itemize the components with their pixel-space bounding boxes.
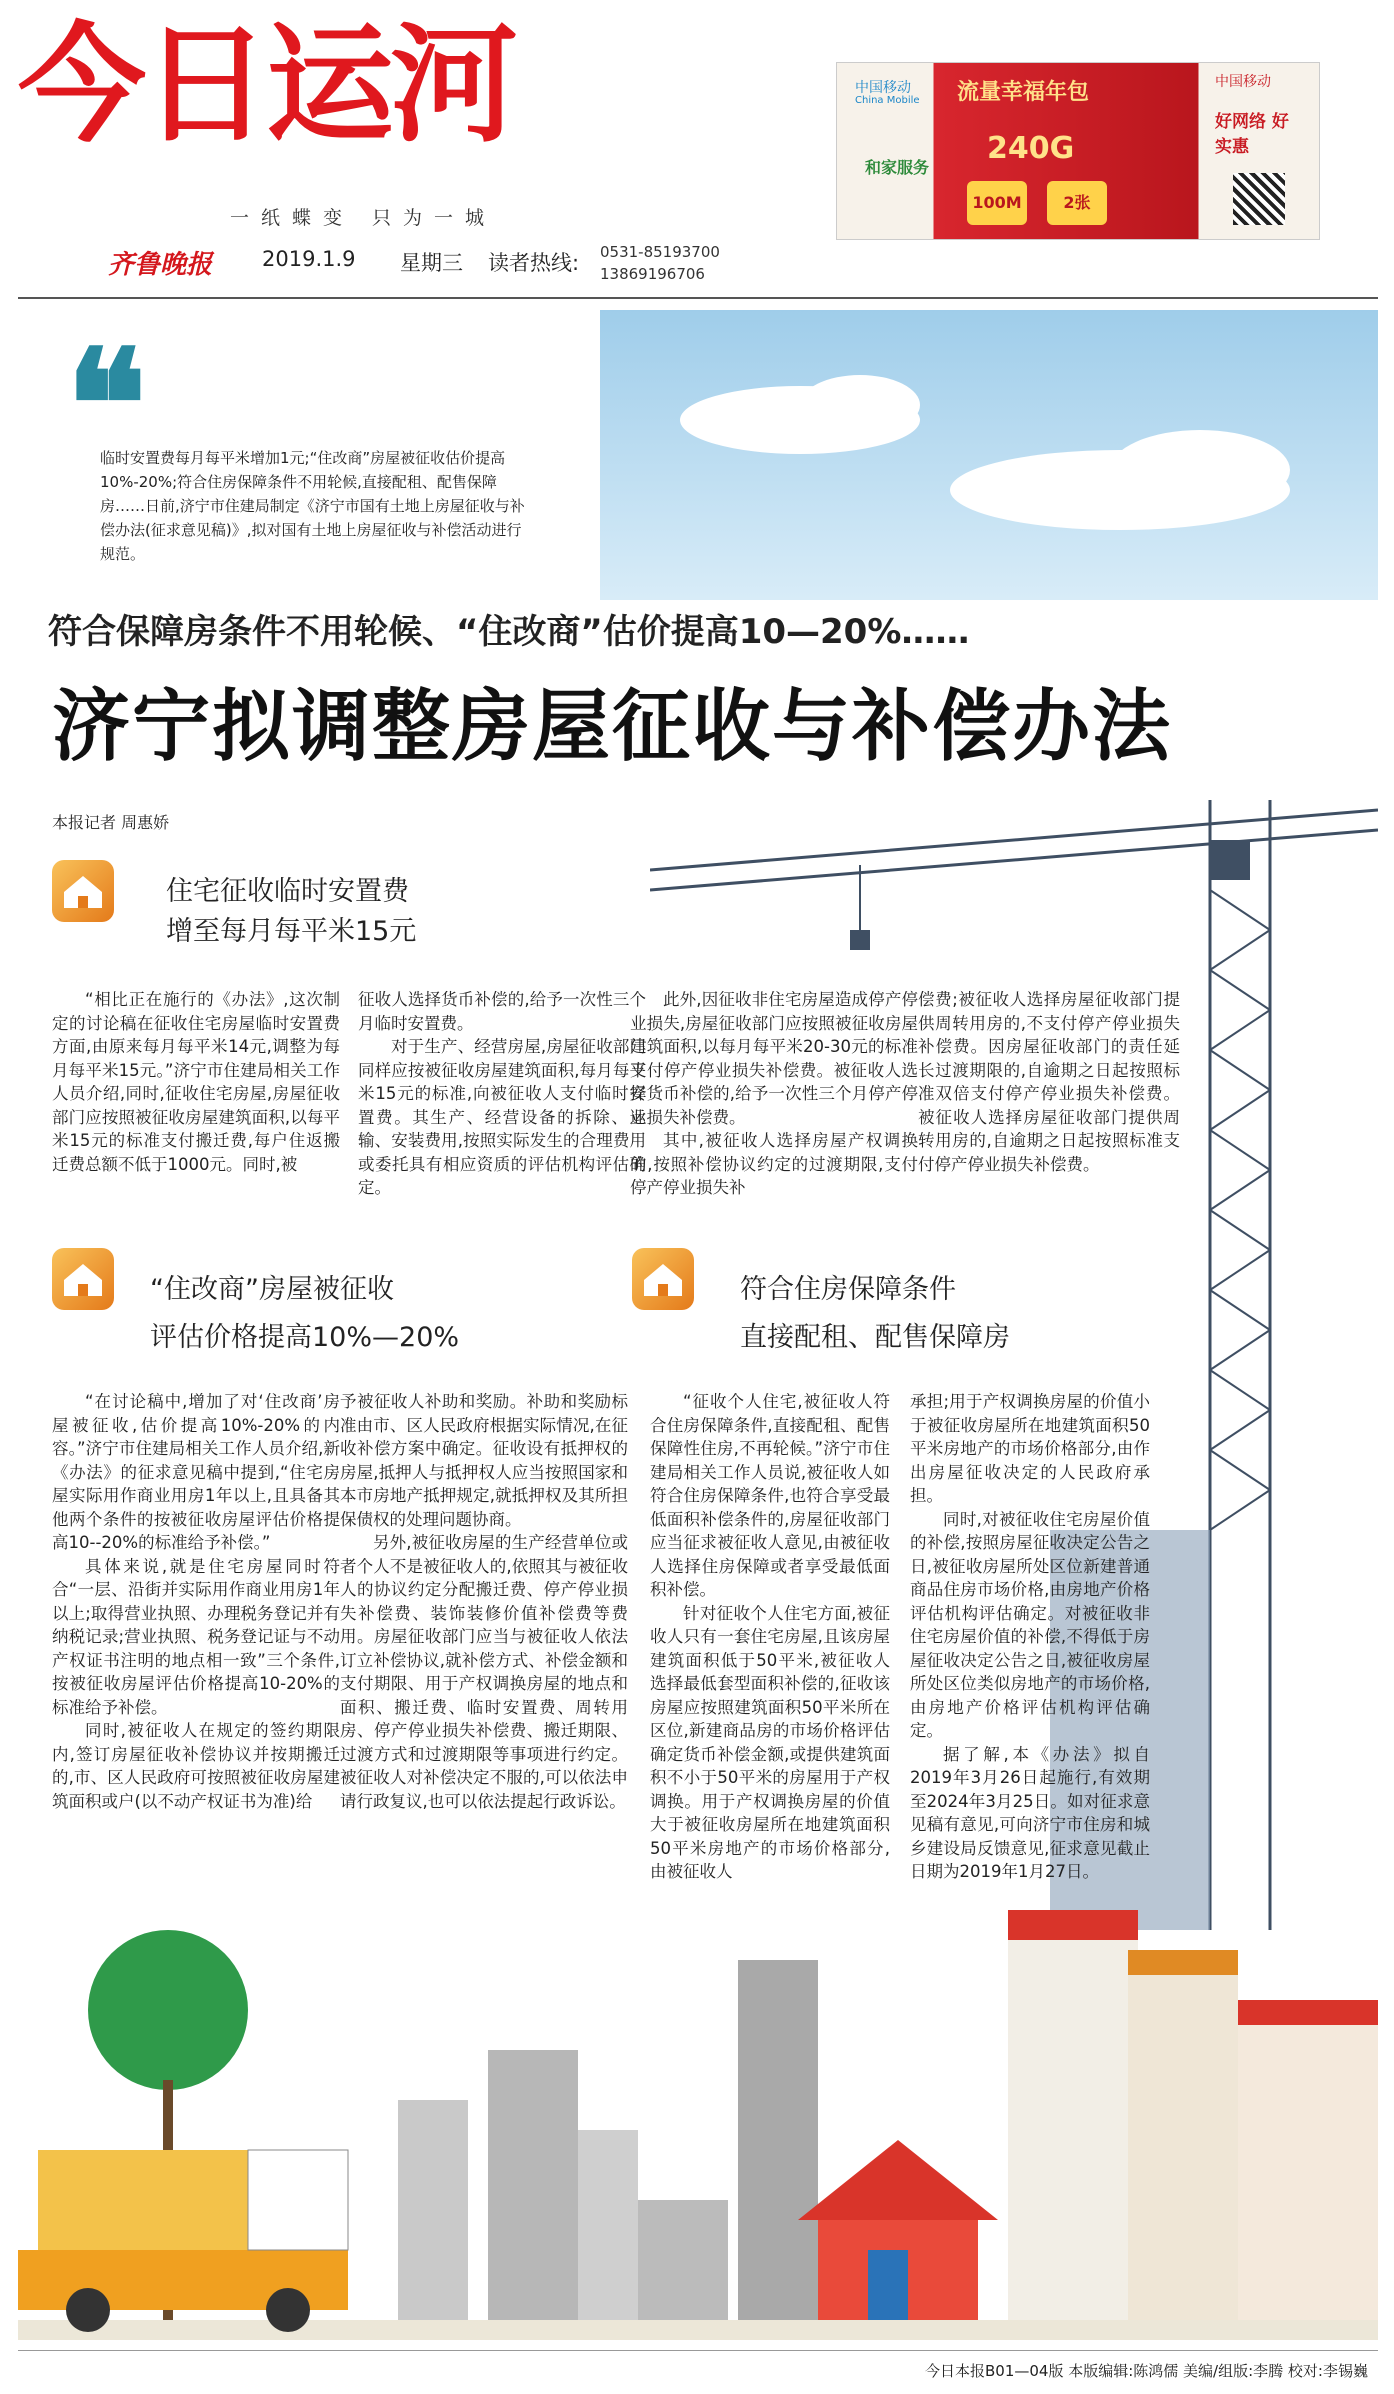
house-icon [52, 1248, 114, 1310]
ad-brand-right: 中国移动 [1215, 74, 1271, 90]
sky-illustration [600, 310, 1378, 600]
china-mobile-ad[interactable] [836, 62, 1320, 240]
ad-tag-cards: 2张 [1047, 181, 1107, 225]
section-1-title-line1: 住宅征收临时安置费 [166, 876, 409, 907]
ad-tag-speed: 100M [967, 181, 1027, 225]
paragraph: 同时,对被征收住宅房屋价值的补偿,按照房屋征收决定公告之日,被征收房屋所处区位新建普通商品住房市场价格,由房地产价格评估机构评估确定。对被征收非住宅房屋价值的补偿,不得低于房屋征收决定公告之日,被征收房屋所处区位类似房地产的市场价格,由房地产价格评估机构评估确定。 [910, 1509, 1150, 1740]
paragraph: 偿费;被征收人选择房屋征收部门提供周转用房的,不支付停产停业损失补偿费。因房屋征收部门的责任延长过渡期限的,自逾期之日起按照标准双倍支付停产停业损失补偿费。被征收人选择房屋征收部门提供周转用房的,自逾期之日起按照标准支付停产停业损失补偿费。 [918, 990, 1180, 1174]
qr-code-icon [1233, 173, 1285, 225]
paragraph: 同时,被征收人在规定的签约期限内,签订房屋征收补偿协议并按期搬迁的,市、区人民政府可按照被征收房屋建筑面积或户(以不动产权证书为准)给 [52, 1721, 340, 1811]
section-2-column-2 [340, 1390, 628, 1813]
section-3-title-line2: 直接配租、配售保障房 [740, 1322, 1010, 1353]
ad-offer: 240G [987, 131, 1075, 166]
paragraph: 征收人选择货币补偿的,给予一次性三个月临时安置费。 [358, 990, 646, 1033]
house-icon [52, 860, 114, 922]
ad-slogan: 好网络 好实惠 [1215, 112, 1289, 157]
main-headline: 济宁拟调整房屋征收与补偿办法 [52, 682, 1173, 772]
section-1-column-1 [52, 988, 340, 1176]
hotline-number-2: 13869196706 [600, 265, 705, 283]
section-2-title-line2: 评估价格提高10%—20% [150, 1322, 460, 1353]
masthead-slogan: 一纸蝶变 只为一城 [230, 207, 497, 229]
quote-mark-icon: ❝ [66, 317, 147, 493]
paragraph: 予被征收人补助和奖励。补助和奖励标准由市、区人民政府根据实际情况,在征收补偿方案中确定。征收设有抵押权的房屋,抵押人与抵押权人应当按照国家和本市房地产抵押规定,就抵押权及其所担保债权的处理问题协商。 [340, 1392, 628, 1529]
page-footer: 今日本报B01—04版 本版编辑:陈鸿儒 美编/组版:李腾 校对:李锡巍 [925, 2362, 1368, 2380]
paragraph: 承担;用于产权调换房屋的价值小于被征收房屋所在地建筑面积50平米房地产的市场价格部分,由作出房屋征收决定的人民政府承担。 [910, 1392, 1150, 1505]
section-1-column-3 [630, 988, 918, 1200]
footer-divider [18, 2350, 1378, 2351]
ad-service: 和家服务 [865, 158, 930, 177]
section-2-column-1 [52, 1390, 340, 1813]
paragraph: 针对征收个人住宅方面,被征收人只有一套住宅房屋,且该房屋建筑面积低于50平米,被征收人选择最低套型面积补偿的,征收该房屋应按照建筑面积50平米所在区位,新建商品房的市场价格评估确定货币补偿金额,或提供建筑面积不小于50平米的房屋用于产权调换。用于产权调换房屋的价值大于被征收房屋所在地建筑面积50平米房地产的市场价格部分,由被征收人 [650, 1603, 890, 1881]
section-3-column-2 [910, 1390, 1150, 1884]
issue-weekday: 星期三 [400, 251, 463, 275]
hotline-number-1: 0531-85193700 [600, 243, 720, 261]
hotline-label: 读者热线: [488, 251, 580, 275]
house-icon [632, 1248, 694, 1310]
kicker-headline: 符合保障房条件不用轮候、“住改商”估价提高10—20%…… [48, 612, 970, 652]
paragraph: 另外,被征收房屋的生产经营单位或者个人不是被征收人的,依照其与被征收人的协议约定分配搬迁费、停产停业损失补偿费、装饰装修价值补偿费等费用。房屋征收部门应当与被征收人依法订立补偿协议,就补偿方式、补偿金额和支付期限、用于产权调换房屋的地点和面积、搬迁费、临时安置费、周转用房、停产停业损失补偿费、搬迁期限、过渡方式和过渡期限等事项进行约定。被征收人对补偿决定不服的,可以依法申请行政复议,也可以依法提起行政诉讼。 [340, 1533, 628, 1811]
paragraph: “相比正在施行的《办法》,这次制定的讨论稿在征收住宅房屋临时安置费方面,由原来每月每平米14元,调整为每月每平米15元。”济宁市住建局相关工作人员介绍,同时,征收住宅房屋,房屋征收部门应按照被征收房屋建筑面积,以每平米15元的标准支付搬迁费,每户住返搬迁费总额不低于1000元。同时,被 [52, 990, 340, 1174]
issue-date: 2019.1.9 [262, 247, 356, 271]
city-illustration [18, 1900, 1378, 2340]
masthead-title: 今日运河 [18, 11, 515, 160]
masthead-divider [18, 297, 1378, 299]
section-3-column-1 [650, 1390, 890, 1884]
paragraph: 具体来说,就是住宅房屋同时符合“一层、沿街并实际用作商业用房1年以上;取得营业执照、办理税务登记并有纳税记录;营业执照、税务登记证与不动产权证书注明的地点相一致”三个条件,按被征收房屋评估价格提高10-20%的标准给予补偿。 [52, 1556, 340, 1717]
paragraph: 此外,因征收非住宅房屋造成停产停业损失,房屋征收部门应按照被征收房屋建筑面积,以每月每平米20-30元的标准支付停产停业损失补偿费。被征收人选择货币补偿的,给予一次性三个月停产停业损失补偿费。 [630, 990, 918, 1127]
lead-paragraph: 临时安置费每月每平米增加1元;“住改商”房屋被征收估价提高10%-20%;符合住房保障条件不用轮候,直接配租、配售保障房……日前,济宁市住建局制定《济宁市国有土地上房屋征收与补偿办法(征求意见稿)》,拟对国有土地上房屋征收与补偿活动进行规范。 [100, 449, 525, 563]
section-1-title-line2: 增至每月每平米15元 [166, 916, 417, 947]
paper-name-logo: 齐鲁晚报 [108, 250, 213, 280]
section-1-column-2 [358, 988, 646, 1200]
paragraph: 对于生产、经营房屋,房屋征收部门同样应按被征收房屋建筑面积,每月每平米15元的标准,向被征收人支付临时安置费。其生产、经营设备的拆除、运输、安装费用,按照实际发生的合理费用或委托具有相应资质的评估机构评估确定。 [358, 1037, 646, 1197]
ad-headline: 流量幸福年包 [957, 80, 1090, 105]
paragraph: “征收个人住宅,被征收人符合住房保障条件,直接配租、配售保障性住房,不再轮候。”济宁市住建局相关工作人员说,被征收人如符合住房保障条件,也符合享受最低面积补偿条件的,房屋征收部门应当征求被征收人意见,由被征收人选择住房保障或者享受最低面积补偿。 [650, 1392, 890, 1599]
ad-brand-en: China Mobile [855, 95, 920, 106]
ad-brand: 中国移动 [855, 80, 911, 96]
cloud-icon [600, 310, 1378, 600]
section-2-title-line1: “住改商”房屋被征收 [150, 1274, 394, 1305]
paragraph: “在讨论稿中,增加了对‘住改商’房屋被征收,估价提高10%-20%的内容。”济宁市住建局相关工作人员介绍,新《办法》的征求意见稿中提到,“住宅房屋实际用作商业用房1年以上,且具备其他两个条件的按被征收房屋评估价格提高10--20%的标准给予补偿。” [52, 1392, 340, 1552]
byline: 本报记者 周惠娇 [52, 813, 170, 832]
paragraph: 据了解,本《办法》拟自2019年3月26日起施行,有效期至2024年3月25日。如对征求意见稿有意见,可向济宁市住房和城乡建设局反馈意见,征求意见截止日期为2019年1月27日。 [910, 1744, 1150, 1881]
section-1-column-4 [918, 988, 1180, 1176]
paragraph: 其中,被征收人选择房屋产权调换的,按照补偿协议约定的过渡期限,支付停产停业损失补 [630, 1131, 918, 1197]
section-3-title-line1: 符合住房保障条件 [740, 1274, 956, 1305]
